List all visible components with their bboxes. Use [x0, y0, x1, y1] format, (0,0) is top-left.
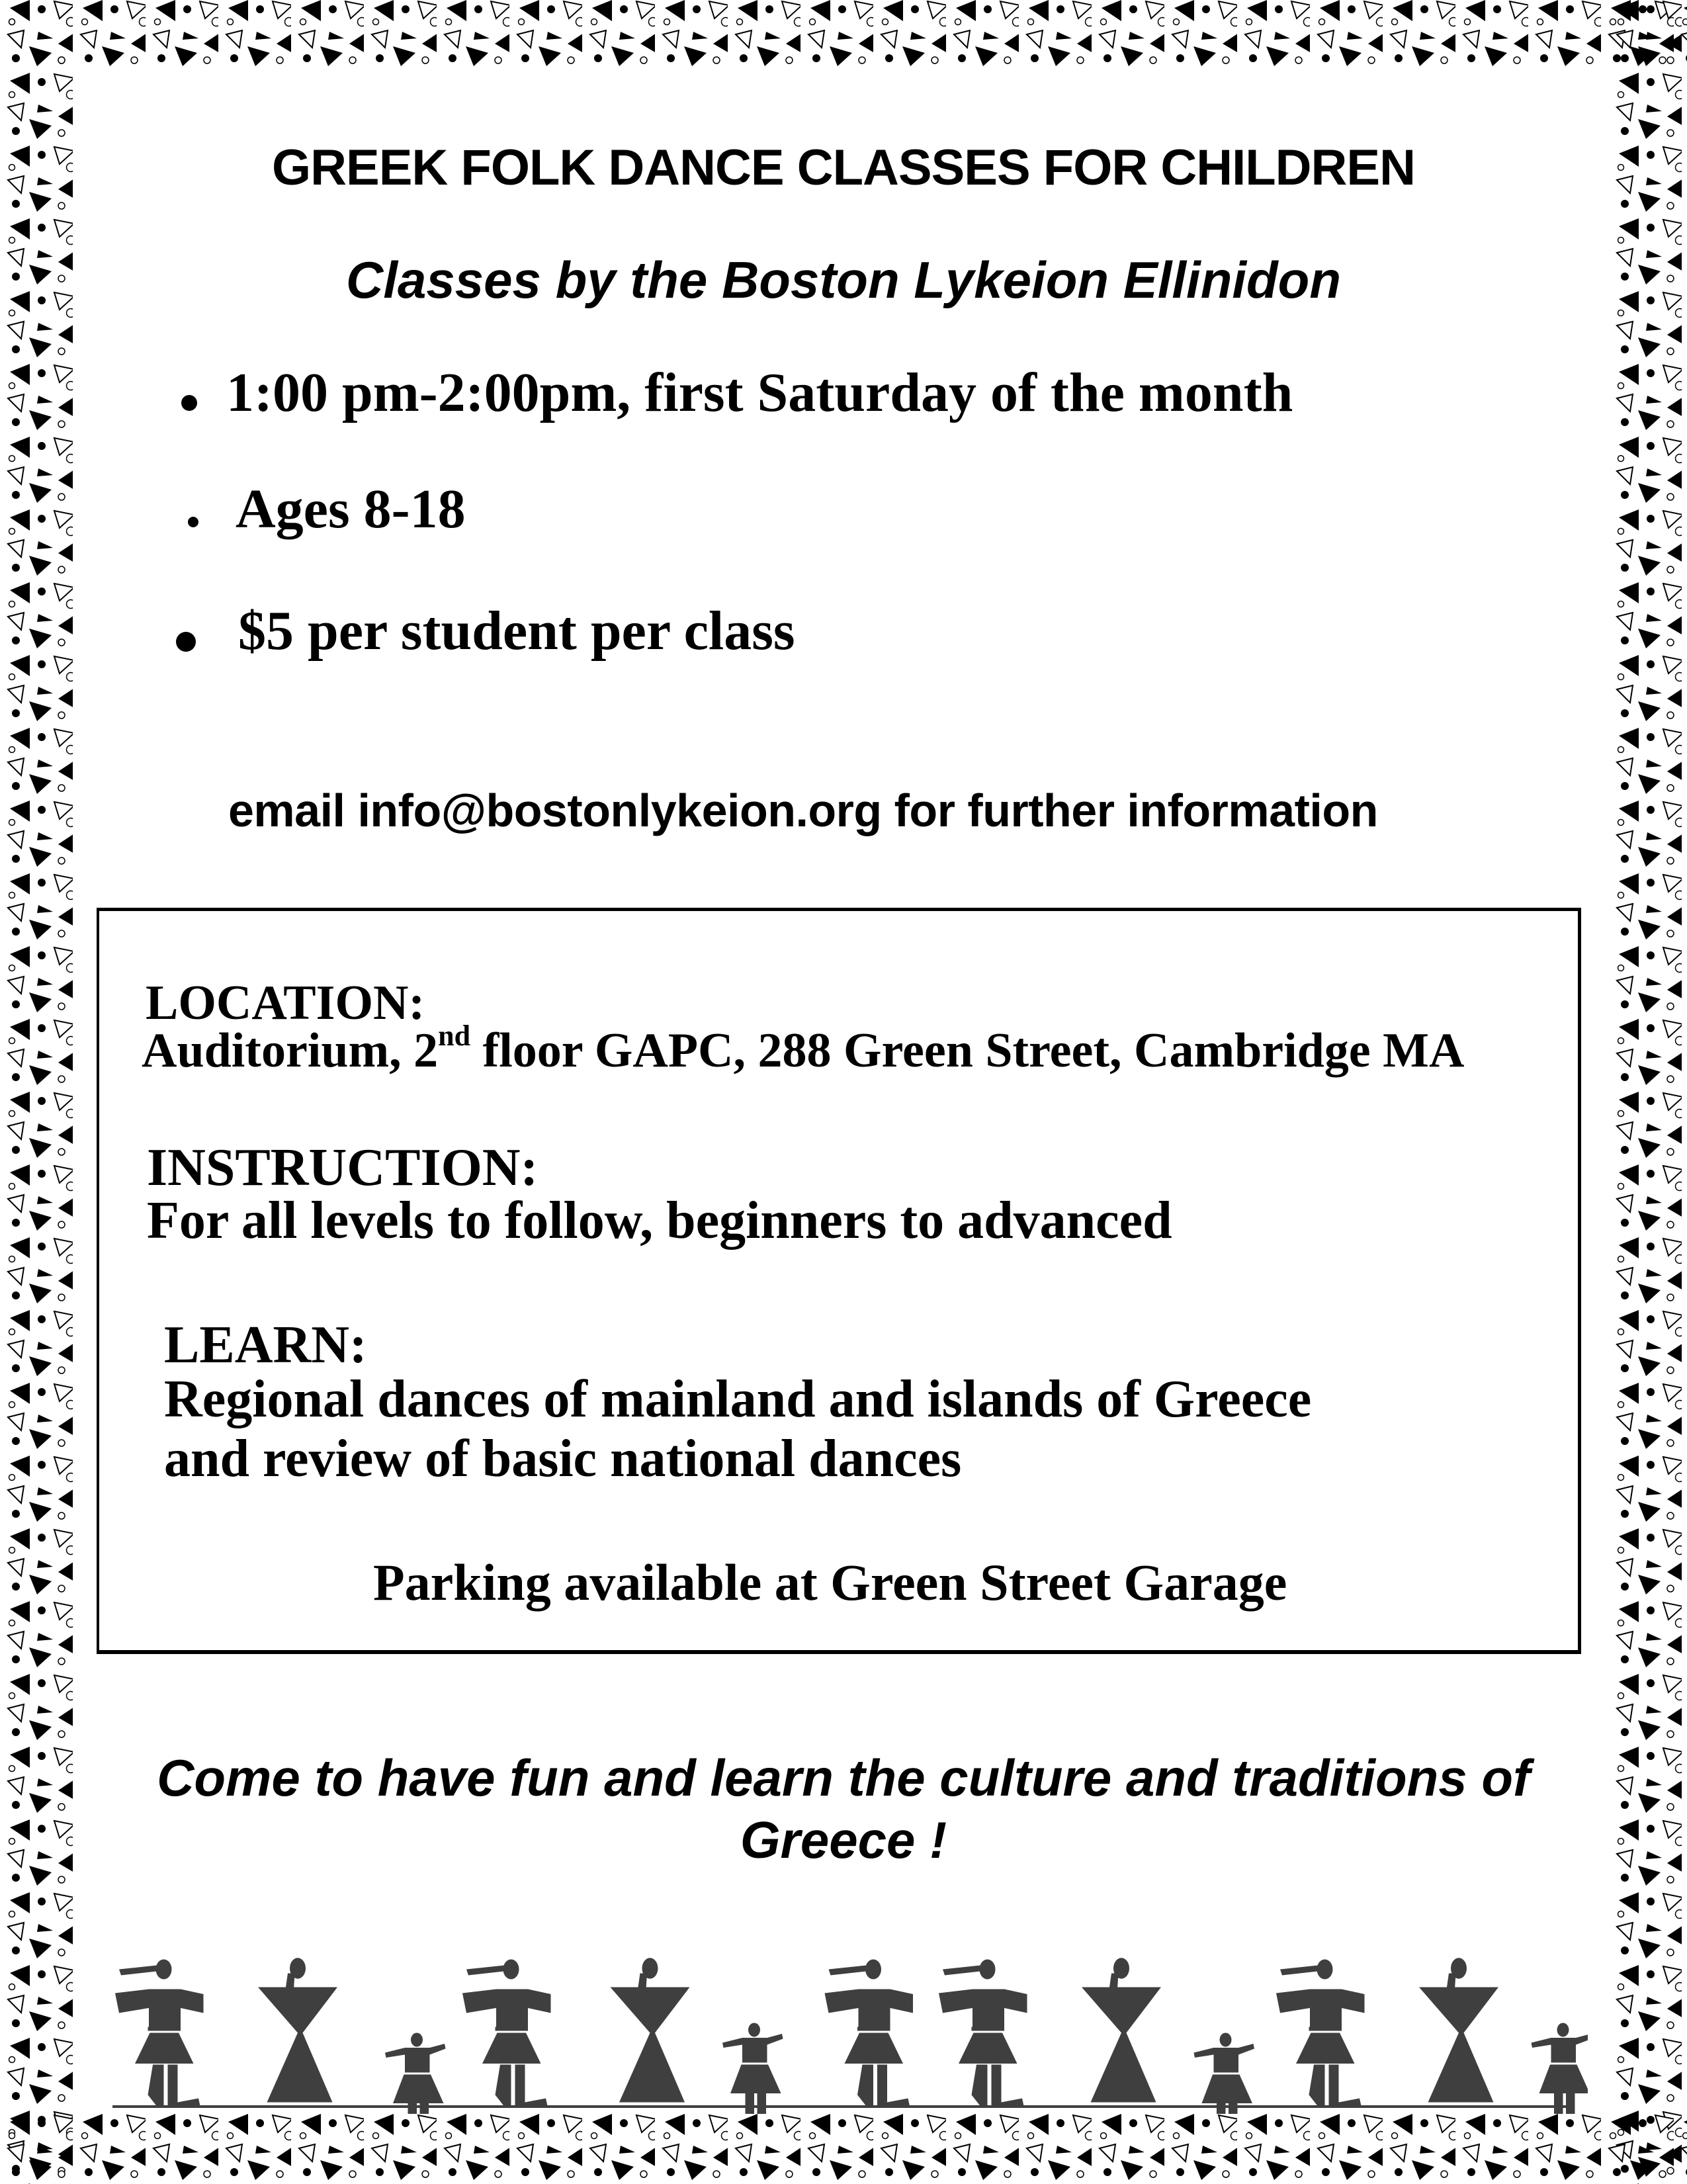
closing-line-1: Come to have fun and learn the culture and traditions of: [157, 1749, 1530, 1807]
flyer-subtitle: Classes by the Boston Lykeion Ellinidon: [346, 251, 1341, 309]
folk-dancers-icon: [106, 1952, 1588, 2114]
instruction-label: INSTRUCTION:: [147, 1139, 539, 1197]
location-address-suffix: floor GAPC, 288 Green Street, Cambridge MA: [470, 1024, 1465, 1078]
dancers-illustration: [106, 1952, 1588, 2114]
location-address-superscript: nd: [438, 1020, 471, 1052]
closing-message: [0, 1747, 1687, 1871]
bullet-icon: [188, 517, 198, 527]
bullet-icon: [181, 395, 197, 411]
detail-text: Ages 8-18: [236, 478, 466, 540]
location-address: [142, 1020, 1465, 1078]
flyer-title: GREEK FOLK DANCE CLASSES FOR CHILDREN: [272, 140, 1415, 196]
closing-line-2: Greece !: [740, 1811, 947, 1869]
location-label: LOCATION:: [146, 976, 425, 1030]
detail-text: $5 per student per class: [238, 600, 795, 662]
learn-label: LEARN:: [164, 1316, 367, 1374]
parking-note: Parking available at Green Street Garage: [373, 1553, 1287, 1611]
detail-text: 1:00 pm-2:00pm, first Saturday of the month: [226, 362, 1293, 423]
contact-email-line: email info@bostonlykeion.org for further information: [228, 785, 1378, 836]
learn-text-line1: Regional dances of mainland and islands of Greece: [164, 1370, 1312, 1428]
learn-text-line2: and review of basic national dances: [164, 1430, 962, 1488]
location-address-prefix: Auditorium, 2: [142, 1024, 439, 1078]
info-box: [97, 908, 1581, 1654]
instruction-text: For all levels to follow, beginners to advanced: [147, 1192, 1172, 1250]
bullet-icon: [176, 632, 196, 652]
